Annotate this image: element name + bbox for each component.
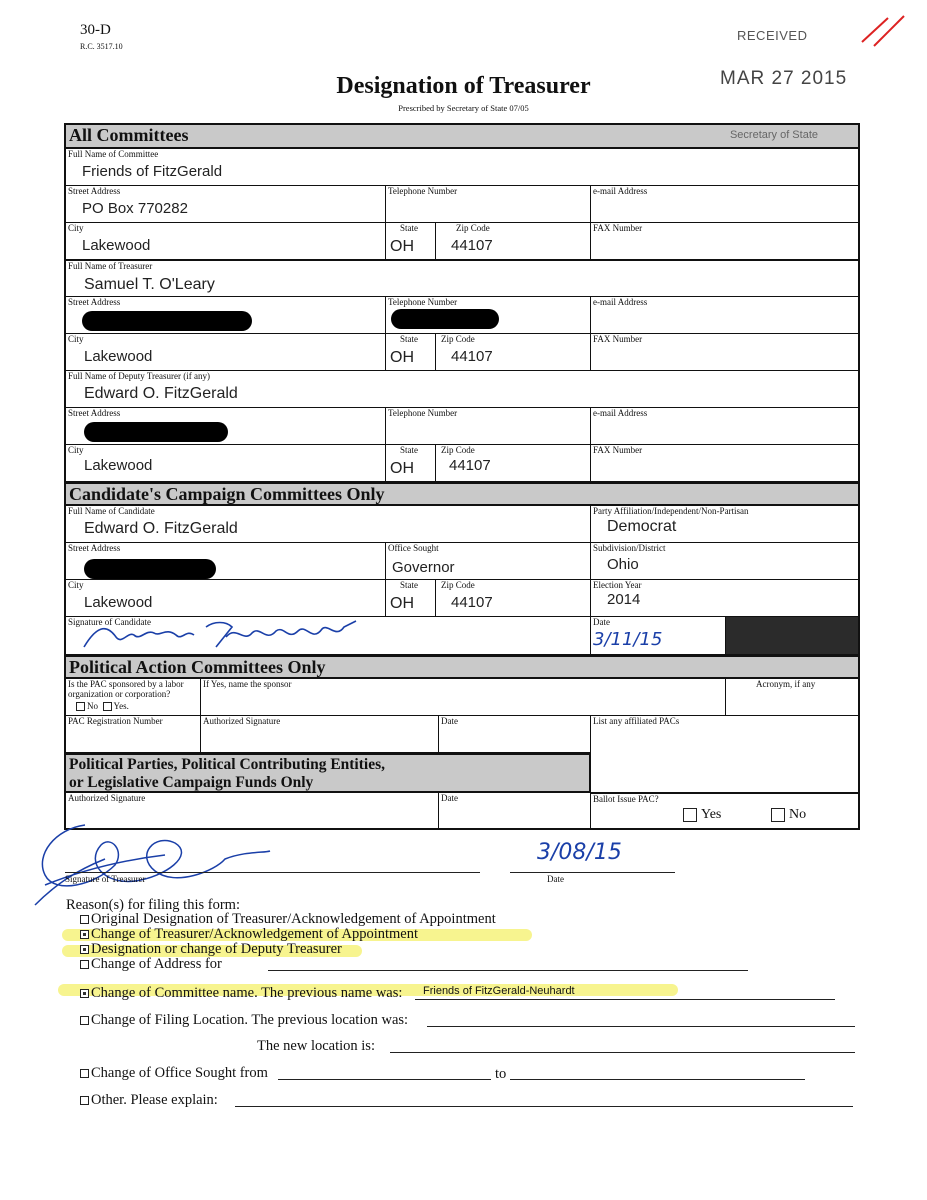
previous-name-line[interactable]	[415, 999, 835, 1000]
candidate-name-field[interactable]	[66, 506, 591, 543]
reason-label: Original Designation of Treasurer/Acknowledgement of Appointment	[91, 911, 496, 927]
party-date-field[interactable]	[439, 793, 591, 828]
section-title: Candidate's Campaign Committees Only	[69, 484, 385, 504]
reason-checkbox-checked[interactable]	[80, 989, 89, 998]
committee-phone-field[interactable]	[386, 186, 591, 223]
field-label: State	[400, 580, 418, 590]
reason-checkbox[interactable]	[80, 1096, 89, 1105]
reason-label: Other. Please explain:	[91, 1092, 218, 1108]
field-label: Signature of Candidate	[68, 617, 151, 627]
deputy-zip-value: 44107	[449, 457, 491, 474]
pac-yes-checkbox[interactable]	[103, 702, 112, 711]
field-label: Authorized Signature	[203, 716, 281, 726]
reason-change-office-sought[interactable]	[80, 1065, 268, 1082]
redaction-bar	[82, 311, 252, 331]
treasurer-date-value: 3/08/15	[537, 840, 622, 865]
reason-other[interactable]	[80, 1092, 218, 1109]
received-date-stamp: MAR 27 2015	[720, 68, 848, 89]
treasurer-state-field[interactable]	[386, 334, 436, 371]
field-label: Election Year	[593, 580, 642, 590]
field-label: Full Name of Deputy Treasurer (if any)	[68, 371, 210, 381]
rc-number: R.C. 3517.10	[80, 42, 123, 51]
reason-label: Change of Address for	[91, 956, 222, 972]
pac-sponsored-field[interactable]	[66, 679, 201, 716]
yes-label: Yes.	[113, 701, 129, 711]
previous-name-value: Friends of FitzGerald-Neuhardt	[423, 985, 575, 997]
candidate-date-value: 3/11/15	[593, 629, 663, 650]
committee-street-field[interactable]	[66, 186, 386, 223]
received-stamp: RECEIVED	[737, 28, 808, 43]
reason-change-filing-location[interactable]	[80, 1012, 408, 1029]
slash-mark-icon	[860, 12, 910, 48]
section-title: Political Action Committees Only	[69, 657, 326, 677]
section-title-line2: or Legislative Campaign Funds Only	[69, 774, 314, 791]
field-label: Acronym, if any	[756, 679, 816, 689]
subdivision-field[interactable]	[591, 543, 858, 580]
field-label: Date	[441, 716, 458, 726]
field-label: e-mail Address	[593, 408, 648, 418]
treasurer-signature-label: Signature of Treasurer	[65, 874, 146, 884]
field-label: FAX Number	[593, 223, 643, 233]
field-label: State	[400, 334, 418, 344]
candidate-name-value: Edward O. FitzGerald	[84, 520, 238, 537]
treasurer-zip-value: 44107	[451, 348, 493, 365]
ballot-yes-checkbox[interactable]	[683, 808, 697, 822]
treasurer-city-value: Lakewood	[84, 348, 153, 365]
reason-label: Change of Office Sought from	[91, 1065, 268, 1081]
section-title: All Committees	[69, 125, 189, 145]
field-label: Zip Code	[441, 580, 475, 590]
candidate-state-field[interactable]	[386, 580, 436, 617]
party-value: Democrat	[607, 518, 677, 535]
treasurer-fax-field[interactable]	[591, 334, 858, 371]
candidate-signature-icon	[76, 617, 366, 653]
deputy-zip-field[interactable]	[436, 445, 591, 482]
field-label: FAX Number	[593, 445, 643, 455]
ballot-no-checkbox[interactable]	[771, 808, 785, 822]
candidate-zip-field[interactable]	[436, 580, 591, 617]
treasurer-name-value: Samuel T. O'Leary	[84, 276, 215, 293]
deputy-name-field[interactable]	[66, 371, 858, 408]
acronym-field[interactable]	[726, 679, 858, 716]
document-title: Designation of Treasurer	[336, 73, 591, 99]
field-label: Full Name of Treasurer	[68, 261, 153, 271]
reason-change-address[interactable]	[80, 956, 222, 973]
reason-label: Change of Filing Location. The previous location was:	[91, 1012, 409, 1028]
committee-name-field[interactable]	[66, 149, 858, 186]
deputy-city-value: Lakewood	[84, 457, 153, 474]
field-label: State	[400, 223, 418, 233]
field-label: PAC Registration Number	[68, 716, 163, 726]
candidate-city-value: Lakewood	[84, 594, 153, 611]
sponsor-field[interactable]	[201, 679, 726, 716]
field-label: Subdivision/District	[593, 543, 666, 553]
office-sought-value: Governor	[392, 559, 455, 576]
field-label: Zip Code	[441, 445, 475, 455]
previous-location-line[interactable]	[427, 1026, 855, 1027]
field-label: Street Address	[68, 543, 121, 553]
committee-state-value: OH	[390, 238, 414, 255]
subdivision-value: Ohio	[607, 556, 639, 573]
section-candidate	[66, 482, 858, 506]
secretary-stamp: Secretary of State	[729, 129, 818, 141]
field-label: Street Address	[68, 186, 121, 196]
field-label: Date	[593, 617, 610, 627]
treasurer-email-field[interactable]	[591, 297, 858, 334]
field-label: Office Sought	[388, 543, 439, 553]
field-label: State	[400, 445, 418, 455]
designation-form	[64, 123, 860, 830]
field-label: City	[68, 445, 84, 455]
treasurer-street-field[interactable]	[66, 297, 386, 334]
deputy-fax-field[interactable]	[591, 445, 858, 482]
reason-label: Change of Committee name. The previous name was:	[91, 985, 403, 1001]
pac-date-field[interactable]	[439, 716, 591, 753]
field-label: Street Address	[68, 297, 121, 307]
shaded-box	[726, 617, 858, 655]
pac-registration-field[interactable]	[66, 716, 201, 753]
explain-line[interactable]	[235, 1106, 853, 1107]
reason-label: Designation or change of Deputy Treasurer	[91, 941, 342, 957]
reason-change-committee-name[interactable]	[80, 985, 402, 1002]
field-label: If Yes, name the sponsor	[203, 679, 292, 689]
election-year-field[interactable]	[591, 580, 858, 617]
no-label: No	[789, 807, 807, 822]
reason-checkbox[interactable]	[80, 1016, 89, 1025]
no-label: No	[87, 701, 98, 711]
committee-city-value: Lakewood	[82, 237, 151, 254]
candidate-city-field[interactable]	[66, 580, 386, 617]
election-year-value: 2014	[607, 591, 641, 608]
document-subtitle: Prescribed by Secretary of State 07/05	[398, 103, 529, 113]
treasurer-signature-line[interactable]	[65, 872, 480, 873]
field-label: Street Address	[68, 408, 121, 418]
committee-state-field[interactable]	[386, 223, 436, 260]
section-all-committees	[66, 125, 858, 149]
candidate-street-field[interactable]	[66, 543, 386, 580]
field-label: Ballot Issue PAC?	[593, 794, 659, 804]
reason-checkbox[interactable]	[80, 960, 89, 969]
field-label: List any affiliated PACs	[593, 716, 680, 726]
treasurer-phone-field[interactable]	[386, 297, 591, 334]
field-label: City	[68, 334, 84, 344]
to-label: to	[495, 1066, 507, 1082]
office-from-line[interactable]	[278, 1079, 491, 1080]
treasurer-city-field[interactable]	[66, 334, 386, 371]
redaction-bar	[84, 559, 216, 579]
deputy-state-field[interactable]	[386, 445, 436, 482]
section-pac	[66, 655, 858, 679]
section-parties	[66, 753, 591, 793]
ballot-no-option[interactable]	[771, 807, 806, 823]
yes-label: Yes	[701, 807, 722, 822]
field-label: Date	[441, 793, 458, 803]
deputy-name-value: Edward O. FitzGerald	[84, 385, 238, 402]
redaction-bar	[84, 422, 228, 442]
treasurer-date-label: Date	[547, 874, 564, 884]
field-label: Is the PAC sponsored by a labor	[68, 679, 184, 689]
committee-street-value: PO Box 770282	[82, 200, 188, 217]
ballot-yes-option[interactable]	[683, 807, 721, 823]
field-label: City	[68, 223, 84, 233]
reason-checkbox[interactable]	[80, 915, 89, 924]
address-line[interactable]	[268, 970, 748, 971]
treasurer-zip-field[interactable]	[436, 334, 591, 371]
deputy-state-value: OH	[390, 460, 414, 477]
field-label: Telephone Number	[388, 408, 458, 418]
new-location-line[interactable]	[390, 1052, 855, 1053]
redaction-bar	[391, 309, 499, 329]
field-label: e-mail Address	[593, 297, 648, 307]
candidate-zip-value: 44107	[451, 594, 493, 611]
ballot-issue-field[interactable]	[591, 793, 858, 828]
field-label: organization or corporation?	[68, 689, 171, 699]
field-label: FAX Number	[593, 334, 643, 344]
field-label: e-mail Address	[593, 186, 648, 196]
office-sought-field[interactable]	[386, 543, 591, 580]
field-label: Zip Code	[441, 334, 475, 344]
party-field[interactable]	[591, 506, 858, 543]
field-label: Full Name of Committee	[68, 149, 159, 159]
deputy-city-field[interactable]	[66, 445, 386, 482]
committee-zip-value: 44107	[451, 237, 493, 254]
treasurer-name-field[interactable]	[66, 260, 858, 297]
reason-checkbox[interactable]	[80, 1069, 89, 1078]
committee-city-field[interactable]	[66, 223, 386, 260]
affiliated-pacs-field[interactable]	[591, 716, 858, 793]
form-number: 30-D	[80, 22, 111, 38]
field-label: Telephone Number	[388, 186, 458, 196]
reason-checkbox-checked[interactable]	[80, 930, 89, 939]
field-label: Telephone Number	[388, 297, 458, 307]
treasurer-state-value: OH	[390, 349, 414, 366]
committee-email-field[interactable]	[591, 186, 858, 223]
candidate-signature-field[interactable]	[66, 617, 591, 655]
deputy-email-field[interactable]	[591, 408, 858, 445]
pac-no-checkbox[interactable]	[76, 702, 85, 711]
committee-fax-field[interactable]	[591, 223, 858, 260]
deputy-street-field[interactable]	[66, 408, 386, 445]
office-to-line[interactable]	[510, 1079, 805, 1080]
section-title-line1: Political Parties, Political Contributing Entities,	[69, 756, 385, 773]
field-label: Zip Code	[456, 223, 490, 233]
field-label: Party Affiliation/Independent/Non-Partisan	[593, 506, 749, 516]
new-location-label: The new location is:	[257, 1038, 375, 1054]
treasurer-date-line[interactable]	[510, 872, 675, 873]
pac-sponsored-options	[76, 701, 129, 711]
deputy-phone-field[interactable]	[386, 408, 591, 445]
pac-authorized-signature-field[interactable]	[201, 716, 439, 753]
committee-zip-field[interactable]	[436, 223, 591, 260]
candidate-date-field[interactable]	[591, 617, 726, 655]
committee-name-value: Friends of FitzGerald	[82, 163, 223, 180]
reason-checkbox-checked[interactable]	[80, 945, 89, 954]
candidate-state-value: OH	[390, 595, 414, 612]
reasons-heading: Reason(s) for filing this form:	[66, 897, 240, 913]
field-label: Full Name of Candidate	[68, 506, 155, 516]
field-label: City	[68, 580, 84, 590]
reason-label: Change of Treasurer/Acknowledgement of Appointment	[91, 926, 418, 942]
field-label: Authorized Signature	[68, 793, 146, 803]
